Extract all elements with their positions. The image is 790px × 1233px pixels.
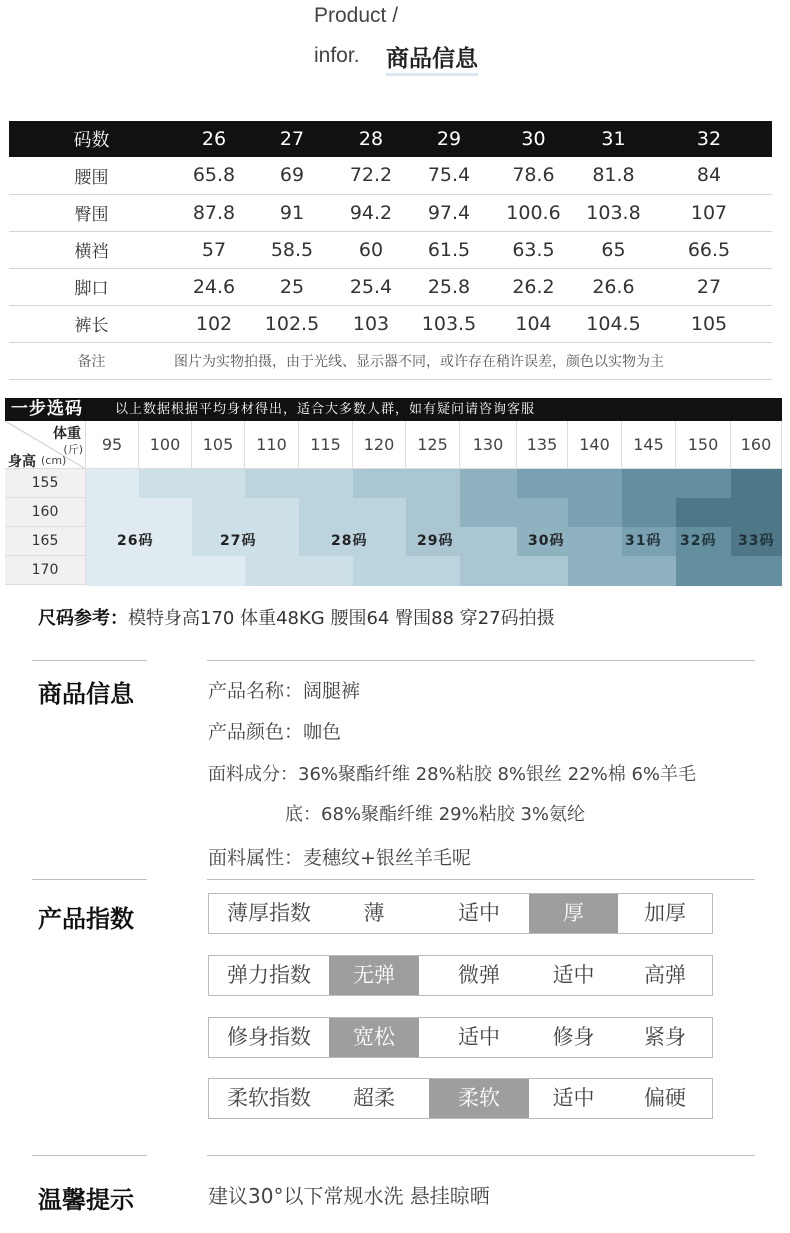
size-grid-cell [139,469,192,498]
weight-column-header: 100 [139,421,192,469]
table-cell: 87.8 [174,194,254,231]
size-grid-cell [353,498,406,527]
care-instructions: 建议30°以下常规水洗 悬挂晾晒 [208,1184,490,1208]
size-grid-cell [299,498,353,527]
weight-column-header: 150 [676,421,731,469]
weight-column-header: 115 [299,421,353,469]
size-grid-cell [245,469,299,498]
table-cell: 26.6 [581,268,646,305]
table-cell: 102.5 [254,305,330,342]
table-cell: 58.5 [254,231,330,268]
index-option: 适中 [458,1025,500,1049]
table-cell: 94.2 [330,194,412,231]
table-cell: 65 [581,231,646,268]
product-name: 产品名称：阔腿裤 [208,680,361,702]
table-row [9,231,772,268]
table-row-label: 横裆 [9,231,174,268]
fabric-composition: 面料成分：36%聚酯纤维 28%粘胶 8%银丝 22%棉 6%羊毛 [208,764,697,785]
size-grid-cell [568,527,622,556]
page-title: 商品信息 [386,40,478,73]
size-grid-cell [460,498,517,527]
fabric-property: 面料属性：麦穗纹+银丝羊毛呢 [208,847,471,869]
height-row-header: 155 [5,469,86,498]
index-label: 薄厚指数 [227,901,311,925]
table-cell: 27 [646,268,772,305]
table-cell: 60 [330,231,412,268]
table-cell: 26.2 [486,268,581,305]
size-grid-cell [676,469,731,498]
size-grid-cell [568,556,622,586]
table-row [9,305,772,342]
size-grid-cell [622,469,676,498]
table-header-cell: 31 [581,121,646,157]
index-row [208,1017,713,1058]
table-header-cell: 28 [330,121,412,157]
size-table-header-row [9,121,772,157]
table-cell: 61.5 [412,231,486,268]
table-row-label: 脚口 [9,268,174,305]
size-grid-cell [192,556,245,586]
table-cell: 57 [174,231,254,268]
size-label: 31码 [625,533,662,549]
table-header-cell: 32 [646,121,772,157]
size-label: 28码 [331,533,368,549]
size-grid-cell [517,469,568,498]
table-header-cell: 26 [174,121,254,157]
weight-column-header: 130 [460,421,517,469]
height-row-header: 160 [5,498,86,527]
size-grid-cell [245,556,299,586]
index-option: 高弹 [644,963,686,987]
weight-column-header: 160 [731,421,782,469]
tips-title: 温馨提示 [38,1186,134,1214]
weight-column-header: 105 [192,421,245,469]
index-option: 柔软 [429,1079,529,1118]
size-grid-cell [731,469,782,498]
size-grid-cell [245,498,299,527]
table-header-cell: 27 [254,121,330,157]
table-cell: 25 [254,268,330,305]
size-grid-cell [299,556,353,586]
size-grid-cell [353,556,406,586]
table-row-label: 裤长 [9,305,174,342]
section-divider [32,660,147,661]
model-reference-label: 尺码参考： [38,608,128,629]
size-label: 29码 [417,533,454,549]
section-divider [32,1155,147,1156]
table-cell: 97.4 [412,194,486,231]
table-cell: 25.8 [412,268,486,305]
table-cell: 84 [646,157,772,194]
product-color: 产品颜色：咖色 [208,721,342,743]
size-grid-cell [139,498,192,527]
table-cell: 105 [646,305,772,342]
table-cell: 91 [254,194,330,231]
index-option: 微弹 [458,963,500,987]
table-cell: 100.6 [486,194,581,231]
index-option: 超柔 [353,1086,395,1110]
table-header-cell: 30 [486,121,581,157]
header-en-product: Product / [314,4,399,27]
index-option: 加厚 [644,901,686,925]
table-cell: 104.5 [581,305,646,342]
index-option: 厚 [529,894,618,933]
index-label: 修身指数 [227,1025,311,1049]
index-option: 适中 [458,901,500,925]
section-divider [207,879,755,880]
size-grid-cell [568,498,622,527]
weight-column-header: 110 [245,421,299,469]
table-cell: 103.5 [412,305,486,342]
table-cell: 69 [254,157,330,194]
size-grid-cell [676,498,731,527]
index-option: 适中 [552,963,595,987]
quick-select-bar [5,398,782,421]
model-reference-text: 模特身高170 体重48KG 腰围64 臀围88 穿27码拍摄 [128,608,555,629]
table-header-cell: 29 [412,121,486,157]
index-option: 紧身 [644,1025,686,1049]
size-grid-cell [192,498,245,527]
size-grid-cell [86,556,139,586]
grid-corner-header [5,421,86,469]
height-row-header: 165 [5,527,86,556]
size-grid-cell [517,498,568,527]
weight-column-header: 135 [517,421,568,469]
table-cell: 81.8 [581,157,646,194]
weight-unit: (斤) [63,443,83,456]
size-grid-cell [406,556,460,586]
size-grid-cell [731,556,782,586]
table-cell: 103.8 [581,194,646,231]
size-grid-cell [192,469,245,498]
index-option: 偏硬 [644,1086,686,1110]
index-row [208,955,713,996]
product-index-title: 产品指数 [38,905,134,933]
table-cell: 103 [330,305,412,342]
table-row-label: 腰围 [9,157,174,194]
size-grid-cell [568,469,622,498]
height-row-header: 170 [5,556,86,585]
table-cell: 24.6 [174,268,254,305]
weight-label: 体重 [53,426,81,442]
size-grid-cell [353,469,406,498]
note-label: 备注 [9,342,174,379]
table-row [9,268,772,305]
table-cell: 107 [646,194,772,231]
index-option: 适中 [552,1086,595,1110]
size-table [9,121,772,380]
table-cell: 75.4 [412,157,486,194]
header-en-infor: infor. [314,44,360,67]
table-note-row [9,342,772,379]
product-info-title: 商品信息 [38,680,134,708]
weight-column-header: 145 [622,421,676,469]
table-cell: 72.2 [330,157,412,194]
size-grid-cell [406,498,460,527]
section-divider [207,1155,755,1156]
size-label: 33码 [738,533,775,549]
table-cell: 78.6 [486,157,581,194]
size-grid-cell [676,556,731,586]
size-grid-cell [731,498,782,527]
table-cell: 66.5 [646,231,772,268]
lining-composition: 底：68%聚酯纤维 29%粘胶 3%氨纶 [285,804,586,825]
size-label: 30码 [528,533,565,549]
height-label: 身高 [8,454,36,469]
size-grid-cell [86,498,139,527]
size-grid-cell [622,556,676,586]
size-grid-cell [460,556,517,586]
size-grid-cell [460,527,517,556]
index-option: 薄 [363,901,385,925]
size-label: 27码 [220,533,257,549]
size-grid-cell [86,469,139,498]
weight-column-header: 120 [353,421,406,469]
table-cell: 104 [486,305,581,342]
index-option: 宽松 [329,1018,419,1057]
index-label: 弹力指数 [227,963,311,987]
table-cell: 65.8 [174,157,254,194]
index-label: 柔软指数 [227,1086,311,1110]
size-label: 26码 [117,533,154,549]
table-row [9,157,772,194]
section-divider [32,879,147,880]
section-divider [207,660,755,661]
weight-column-header: 95 [86,421,139,469]
index-option: 修身 [552,1025,595,1049]
note-text: 图片为实物拍摄，由于光线、显示器不同，或许存在稍许误差，颜色以实物为主 [174,342,772,379]
model-reference [38,604,555,630]
size-recommendation-grid [5,421,782,586]
size-grid-cell [299,469,353,498]
size-grid-cell [460,469,517,498]
table-cell: 102 [174,305,254,342]
table-cell: 25.4 [330,268,412,305]
size-grid-cell [139,556,192,586]
table-row-label: 臀围 [9,194,174,231]
weight-column-header: 140 [568,421,622,469]
size-grid-cell [622,498,676,527]
height-unit: (cm) [41,454,67,467]
size-label: 32码 [680,533,717,549]
table-row [9,194,772,231]
table-cell: 63.5 [486,231,581,268]
weight-column-header: 125 [406,421,460,469]
quick-select-title: 一步选码 [11,399,83,419]
index-row [208,893,713,934]
size-grid-cell [517,556,568,586]
quick-select-subtitle: 以上数据根据平均身材得出，适合大多数人群，如有疑问请咨询客服 [115,402,536,417]
table-header-cell: 码数 [9,121,174,157]
index-option: 无弹 [329,956,419,995]
size-grid-cell [406,469,460,498]
index-row [208,1078,713,1119]
